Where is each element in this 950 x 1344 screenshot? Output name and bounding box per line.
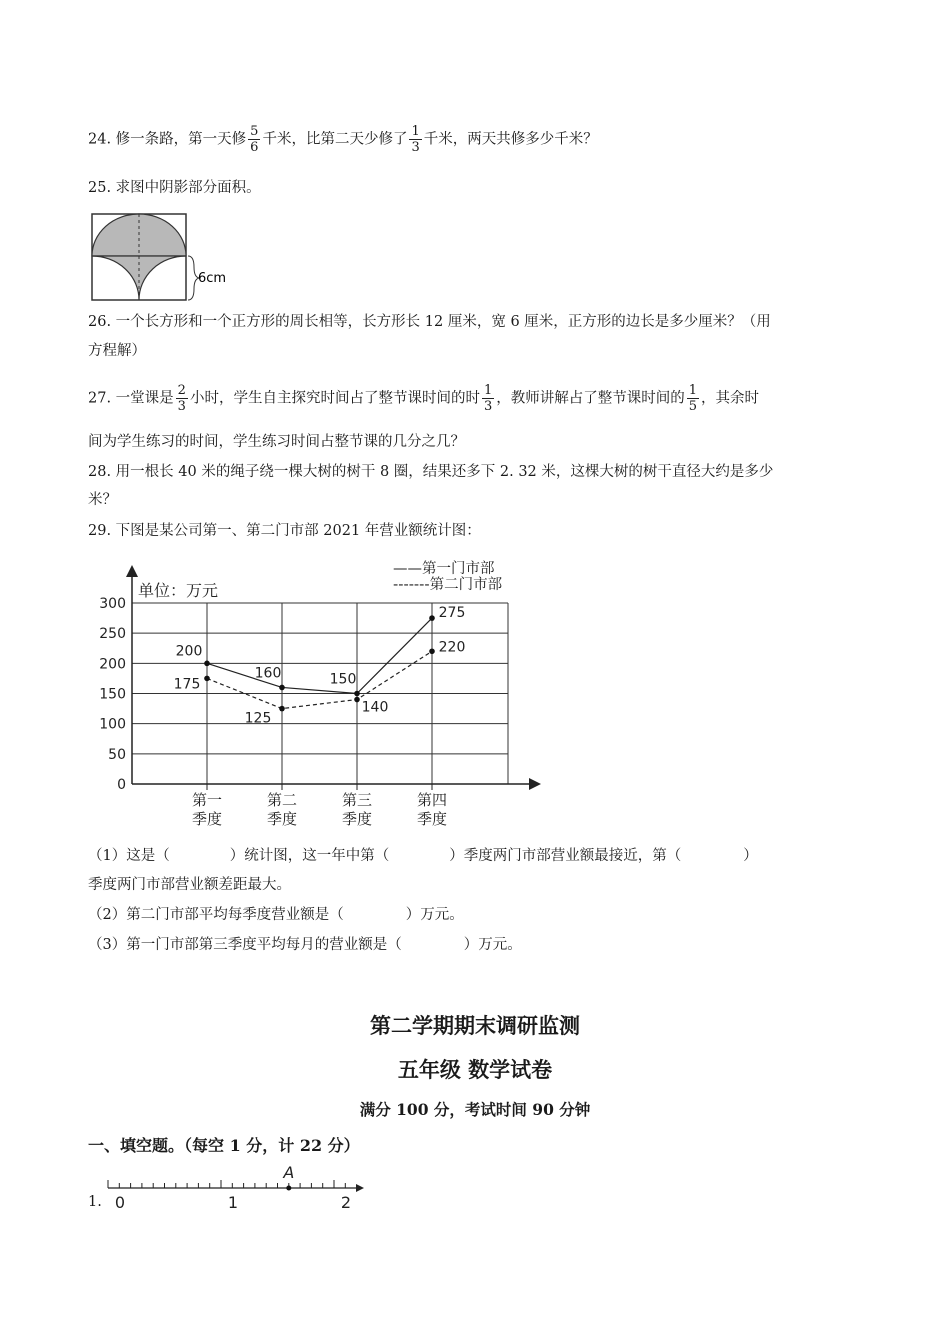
data-point — [279, 706, 285, 712]
question-28-cont: 米？ — [88, 492, 117, 508]
number-line-label: 2 — [340, 1193, 352, 1212]
data-label: 150 — [329, 671, 357, 688]
exam-info: 满分 100 分，考试时间 90 分钟 — [359, 1100, 591, 1119]
point-a-label: A — [283, 1163, 295, 1182]
x-tick-label: 第三 — [341, 791, 373, 809]
dimension-label: 6cm — [198, 271, 227, 286]
question-28 — [88, 462, 773, 482]
q29-sub1-cont: 季度两门市部营业额差距最大。 — [88, 877, 291, 893]
data-point — [204, 676, 210, 682]
fraction: $\frac{1}{3}$ — [411, 124, 420, 155]
data-point — [354, 691, 360, 697]
y-tick-label: 100 — [99, 716, 126, 733]
data-label: 275 — [438, 605, 466, 622]
y-tick-label: 300 — [99, 596, 126, 612]
y-tick-label: 200 — [99, 656, 126, 673]
data-label: 125 — [244, 710, 272, 727]
question-1-number: 1. — [88, 1194, 102, 1210]
exam-subject: 五年级 数学试卷 — [397, 1057, 553, 1082]
section-heading: 一、填空题。（每空 1 分，计 22 分） — [88, 1136, 360, 1155]
question-text: 用一根长 40 米的绳子绕一棵大树的树干 8 圈，结果还多下 2. 32 米，这棵大树的树干直径大约是多少 — [115, 464, 774, 480]
y-tick-label: 250 — [99, 626, 126, 643]
q29-sub2: （2）第二门市部平均每季度营业额是（ ）万元。 — [88, 907, 464, 923]
question-25 — [88, 178, 261, 198]
point-a-marker — [286, 1186, 291, 1191]
series-line — [207, 651, 432, 708]
number-line-label: 0 — [114, 1193, 126, 1212]
question-number: 29. — [88, 523, 112, 539]
exam-title: 第二学期期末调研监测 — [370, 1013, 580, 1038]
question-number: 25. — [88, 180, 112, 196]
question-text: 一个长方形和一个正方形的周长相等，长方形长 12 厘米，宽 6 厘米，正方形的边长是多少厘米？（用 — [115, 314, 771, 330]
question-27: 27. 一堂课是 $\frac{2}{3}$ 小时，学生自主探究时间占了整节课时间的时 $\frac{1}{3}$ ，教师讲解占了整节课时间的 $\frac{1}{5}$ ，其余时 — [88, 383, 760, 414]
data-point — [354, 697, 360, 703]
question-27-cont: 间为学生练习的时间，学生练习时间占整节课的几分之几？ — [88, 434, 465, 450]
data-label: 220 — [438, 639, 466, 656]
number-line — [100, 1158, 370, 1216]
question-26-cont: 方程解） — [88, 343, 146, 359]
series-line — [207, 618, 432, 693]
data-point — [429, 648, 435, 654]
question-text: 下图是某公司第一、第二门市部 2021 年营业额统计图： — [115, 523, 481, 539]
fraction: $\frac{1}{3}$ — [483, 383, 493, 414]
x-tick-label: 第一 — [191, 791, 223, 809]
question-text: 一堂课是 — [115, 390, 174, 407]
question-text: 求图中阴影部分面积。 — [115, 180, 261, 196]
data-point — [204, 661, 210, 667]
q29-sub1: （1）这是（ ）统计图，这一年中第（ ）季度两门市部营业额最接近，第（ ） — [88, 848, 758, 864]
x-tick-label: 季度 — [266, 810, 298, 828]
x-tick-label: 季度 — [191, 810, 223, 828]
x-tick-label: 第二 — [266, 791, 298, 809]
x-tick-label: 第四 — [416, 791, 448, 809]
question-number: 26. — [88, 314, 112, 330]
question-text: 修一条路，第一天修 — [115, 131, 247, 148]
line-chart — [90, 558, 550, 830]
data-label: 175 — [173, 676, 201, 693]
question-29 — [88, 521, 481, 541]
question-number: 24. — [88, 131, 112, 148]
question-number: 27. — [88, 390, 112, 407]
y-tick-label: 50 — [108, 746, 126, 763]
y-tick-label: 0 — [117, 777, 126, 793]
legend-entry: ——第一门市部 — [393, 561, 495, 577]
question-number: 28. — [88, 464, 112, 480]
shaded-area-figure — [90, 212, 240, 304]
number-line-label: 1 — [227, 1193, 239, 1212]
fraction: $\frac{1}{5}$ — [688, 383, 698, 414]
unit-label: 单位：万元 — [138, 581, 219, 600]
fraction: $\frac{2}{3}$ — [177, 383, 186, 414]
data-label: 200 — [175, 643, 203, 660]
question-26 — [88, 312, 771, 332]
legend-entry: -------第二门市部 — [393, 577, 503, 593]
data-point — [429, 615, 435, 621]
fraction: $\frac{5}{6}$ — [250, 124, 259, 155]
x-tick-label: 季度 — [341, 810, 373, 828]
y-tick-label: 150 — [99, 686, 126, 703]
q29-sub3: （3）第一门市部第三季度平均每月的营业额是（ ）万元。 — [88, 937, 522, 953]
data-label: 140 — [361, 699, 389, 716]
data-label: 160 — [254, 665, 282, 682]
data-point — [279, 685, 285, 691]
question-24: 24. 修一条路，第一天修 $\frac{5}{6}$ 千米，比第二天少修了 $\frac{1}{3}$ 千米，两天共修多少千米？ — [88, 124, 598, 155]
x-tick-label: 季度 — [416, 810, 448, 828]
